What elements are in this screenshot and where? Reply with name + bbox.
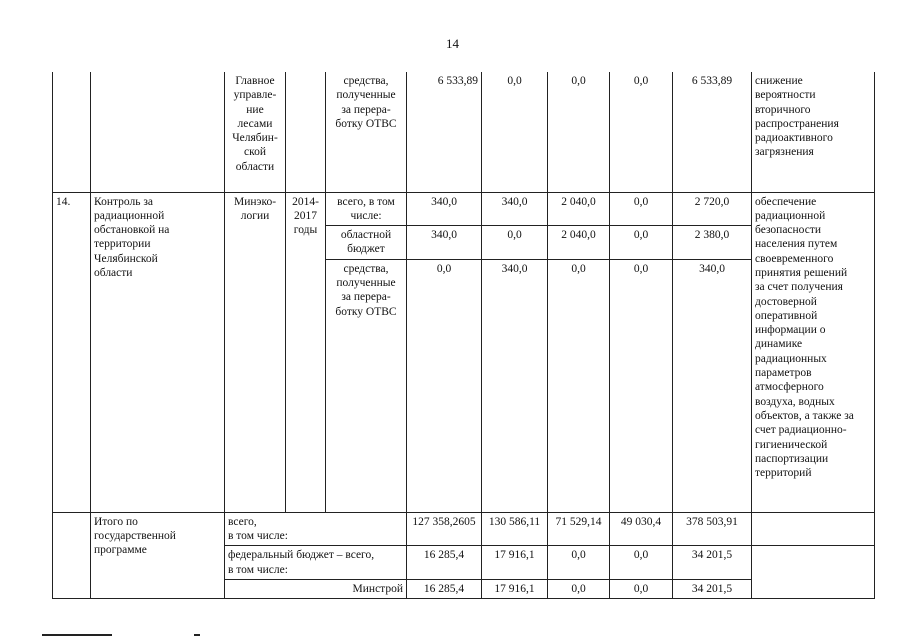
row-number-cell [53,512,91,598]
value-2014: 16 285,4 [407,546,482,580]
value-2014: 340,0 [407,192,482,226]
value-2015: 0,0 [482,72,548,192]
value-2015: 17 916,1 [482,546,548,580]
funding-source-cell: средства, полученные за перера- ботку ОТВС [326,72,407,192]
table-row [53,192,875,226]
result-cell: снижение вероятности вторичного распространения радиоактивного загрязнения [752,72,875,192]
event-name-cell: Контроль за радиационной обстановкой на территории Челябинской области [91,192,225,512]
value-2016: 0,0 [548,579,610,598]
value-2016: 71 529,14 [548,512,610,546]
period-cell [286,72,326,192]
funding-source-cell: Минстрой [225,579,407,598]
value-2017: 0,0 [610,546,673,580]
value-2017: 0,0 [610,579,673,598]
funding-source-cell: всего, в том числе: [326,192,407,226]
funding-source-cell: средства, полученные за перера- ботку ОТВС [326,259,407,512]
executor-cell: Минэко- логии [225,192,286,512]
row-number-cell [53,72,91,192]
value-2016: 0,0 [548,546,610,580]
value-2017: 0,0 [610,226,673,260]
value-total: 34 201,5 [673,579,752,598]
value-total: 34 201,5 [673,546,752,580]
value-2015: 0,0 [482,226,548,260]
program-table [52,72,875,599]
value-2017: 0,0 [610,72,673,192]
footer-rule-mark [194,634,200,636]
value-2016: 2 040,0 [548,226,610,260]
value-2015: 340,0 [482,192,548,226]
value-total: 340,0 [673,259,752,512]
table-row [53,512,875,546]
value-2014: 340,0 [407,226,482,260]
result-cell: обеспечение радиационной безопасности населения путем своевременного принятия решений за счет получения достоверной оперативной информации о динамике радиационных параметров атмосферного воздуха, водных объектов, а также за счет радиационно- гигиенической паспортизации территорий [752,192,875,512]
value-2014: 127 358,2605 [407,512,482,546]
executor-cell: Главное управле- ние лесами Челябин- ской области [225,72,286,192]
funding-source-cell: федеральный бюджет – всего, в том числе: [225,546,407,580]
value-2016: 2 040,0 [548,192,610,226]
value-2015: 130 586,11 [482,512,548,546]
table-row [53,72,875,192]
value-total: 378 503,91 [673,512,752,546]
value-2017: 49 030,4 [610,512,673,546]
value-2017: 0,0 [610,192,673,226]
value-2016: 0,0 [548,259,610,512]
value-2015: 17 916,1 [482,579,548,598]
value-2014: 0,0 [407,259,482,512]
result-cell [752,546,875,599]
value-total: 6 533,89 [673,72,752,192]
funding-source-cell: всего, в том числе: [225,512,407,546]
result-cell [752,512,875,546]
value-2015: 340,0 [482,259,548,512]
value-2016: 0,0 [548,72,610,192]
value-2017: 0,0 [610,259,673,512]
page-number: 14 [446,36,459,51]
value-2014: 6 533,89 [407,72,482,192]
funding-source-cell: областной бюджет [326,226,407,260]
value-2014: 16 285,4 [407,579,482,598]
row-number-cell: 14. [53,192,91,512]
footer-rule [42,634,112,636]
event-name-cell [91,72,225,192]
value-total: 2 380,0 [673,226,752,260]
total-name-cell: Итого по государственной программе [91,512,225,598]
value-total: 2 720,0 [673,192,752,226]
period-cell: 2014- 2017 годы [286,192,326,512]
